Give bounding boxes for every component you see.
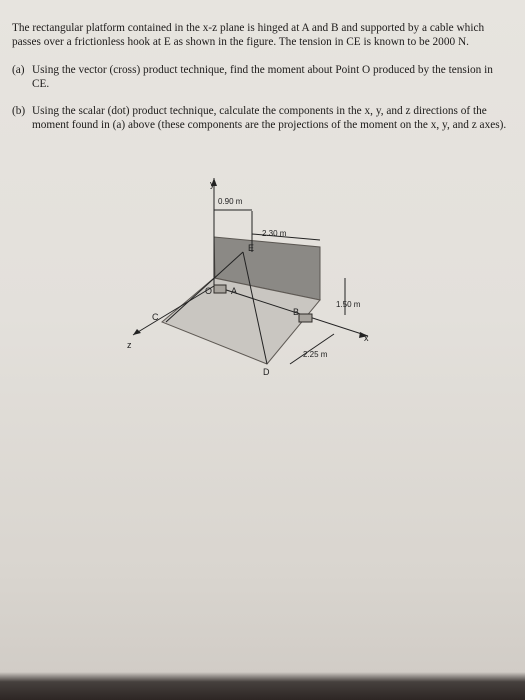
z-axis-arrow-icon — [133, 329, 141, 335]
dimension-line-bottom — [290, 334, 334, 364]
part-a-label: (a) — [12, 64, 25, 77]
x-axis-label: x — [364, 333, 369, 343]
dimension-bottom-span-label: 2.25 m — [303, 350, 328, 359]
problem-intro: The rectangular platform contained in the x-z plane is hinged at A and B and supported by a cable which passes over a frictionless hook at E as shown in the figure. The tension in CE is known to be 2000 N. — [12, 22, 485, 48]
point-c-label: C — [152, 312, 159, 322]
point-o-label: O — [205, 286, 213, 296]
point-d-label: D — [263, 367, 270, 377]
dimension-height-label: 1.50 m — [336, 300, 361, 309]
hinge-a — [214, 285, 226, 293]
z-axis-label: z — [127, 340, 132, 350]
point-e-label: E — [248, 243, 255, 253]
dimension-top-span-label: 2.30 m — [262, 229, 287, 238]
part-b-label: (b) — [12, 105, 26, 118]
floor-shadow — [0, 672, 525, 700]
part-b-text: Using the scalar (dot) product technique, calculate the components in the x, y, and z directions of the moment found in (a) above (these components are the projections of the moment on the x, y, and z axes). — [32, 105, 507, 131]
point-a-label: A — [231, 286, 238, 296]
dimension-top-left-label: 0.90 m — [218, 197, 243, 206]
point-b-label: B — [293, 307, 300, 317]
hinge-b — [299, 314, 312, 322]
y-axis-label: y — [210, 179, 215, 189]
part-a-text: Using the vector (cross) product technique, find the moment about Point O produced by the tension in CE. — [32, 64, 493, 90]
